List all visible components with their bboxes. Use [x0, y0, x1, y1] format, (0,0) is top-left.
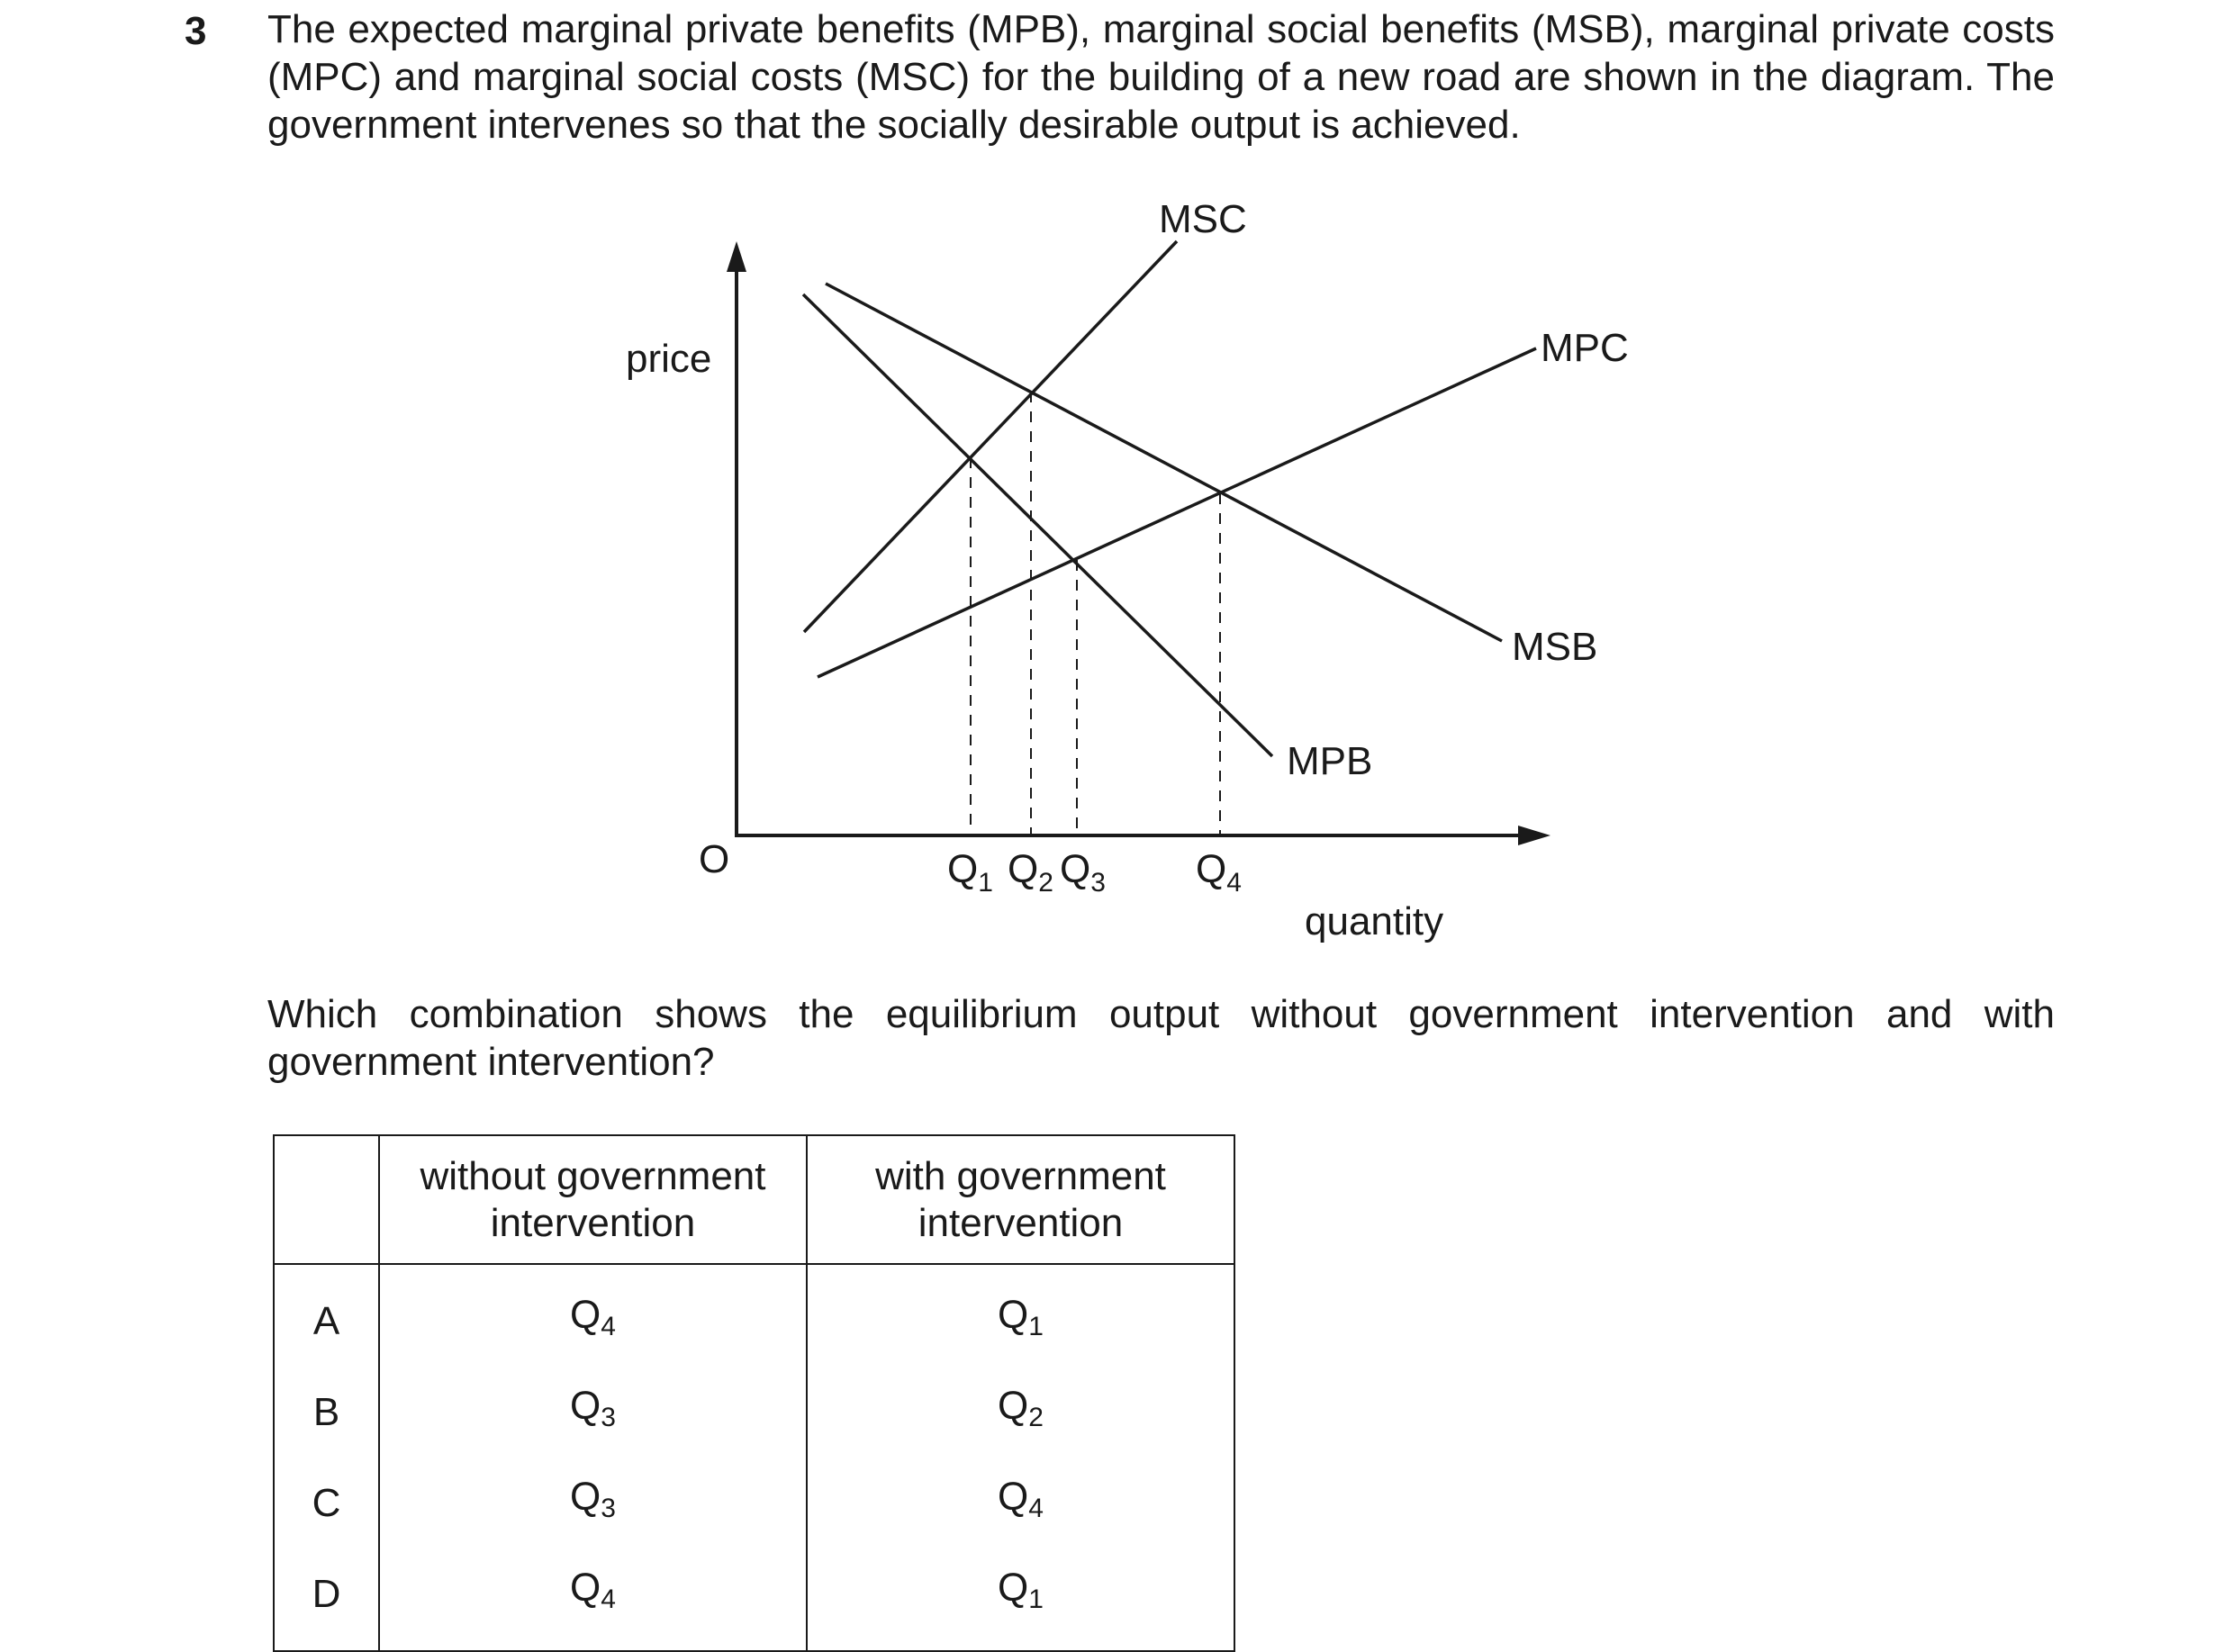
- q3-mark: $Q_3$: [1060, 847, 1106, 898]
- msc-label: MSC: [1159, 197, 1247, 241]
- option-without: Q4: [379, 1548, 807, 1651]
- question-prompt: Which combination shows the equilibrium output without government intervention and with government intervention?: [267, 992, 2055, 1084]
- option-with: Q1: [807, 1264, 1234, 1367]
- question-number: 3: [185, 9, 207, 53]
- header-with-cell: with government intervention: [807, 1135, 1234, 1264]
- mpb-curve: [803, 294, 1272, 756]
- table-header-row: [274, 1135, 1234, 1264]
- msc-curve: [804, 241, 1177, 632]
- q2-mark: $Q_2$: [1008, 847, 1053, 898]
- option-without: Q3: [379, 1458, 807, 1548]
- option-with: Q4: [807, 1458, 1234, 1548]
- x-axis-arrowhead: [1518, 826, 1550, 845]
- y-axis-arrowhead: [727, 241, 746, 272]
- answer-options-table: [273, 1134, 1235, 1652]
- option-letter: A: [274, 1264, 379, 1367]
- option-with: Q2: [807, 1367, 1234, 1458]
- option-row-c[interactable]: [274, 1458, 1234, 1548]
- q4-mark: $Q_4$: [1196, 847, 1242, 898]
- option-with: Q1: [807, 1548, 1234, 1651]
- y-axis-label: price: [626, 337, 712, 381]
- option-without: Q4: [379, 1264, 807, 1367]
- option-letter: D: [274, 1548, 379, 1651]
- msb-label: MSB: [1512, 625, 1598, 669]
- option-row-b[interactable]: [274, 1367, 1234, 1458]
- mpc-curve: [818, 348, 1536, 677]
- option-row-a[interactable]: [274, 1264, 1234, 1367]
- q1-mark: $Q_1$: [947, 847, 993, 898]
- msb-curve: [826, 284, 1502, 641]
- option-row-d[interactable]: [274, 1548, 1234, 1651]
- mpb-label: MPB: [1287, 739, 1373, 783]
- header-without-cell: without government intervention: [379, 1135, 807, 1264]
- header-letter-cell: [274, 1135, 379, 1264]
- option-letter: B: [274, 1367, 379, 1458]
- option-letter: C: [274, 1458, 379, 1548]
- x-axis-label: quantity: [1305, 899, 1444, 943]
- question-stem: The expected marginal private benefits (MPB), marginal social benefits (MSB), marginal private costs (MPC) and marginal social costs (MSC) for the building of a new road are shown in the diagram. The government intervenes so that the socially desirable output is achieved.: [267, 7, 2055, 147]
- origin-label: O: [699, 837, 730, 881]
- option-without: Q3: [379, 1367, 807, 1458]
- mpc-label: MPC: [1541, 326, 1629, 370]
